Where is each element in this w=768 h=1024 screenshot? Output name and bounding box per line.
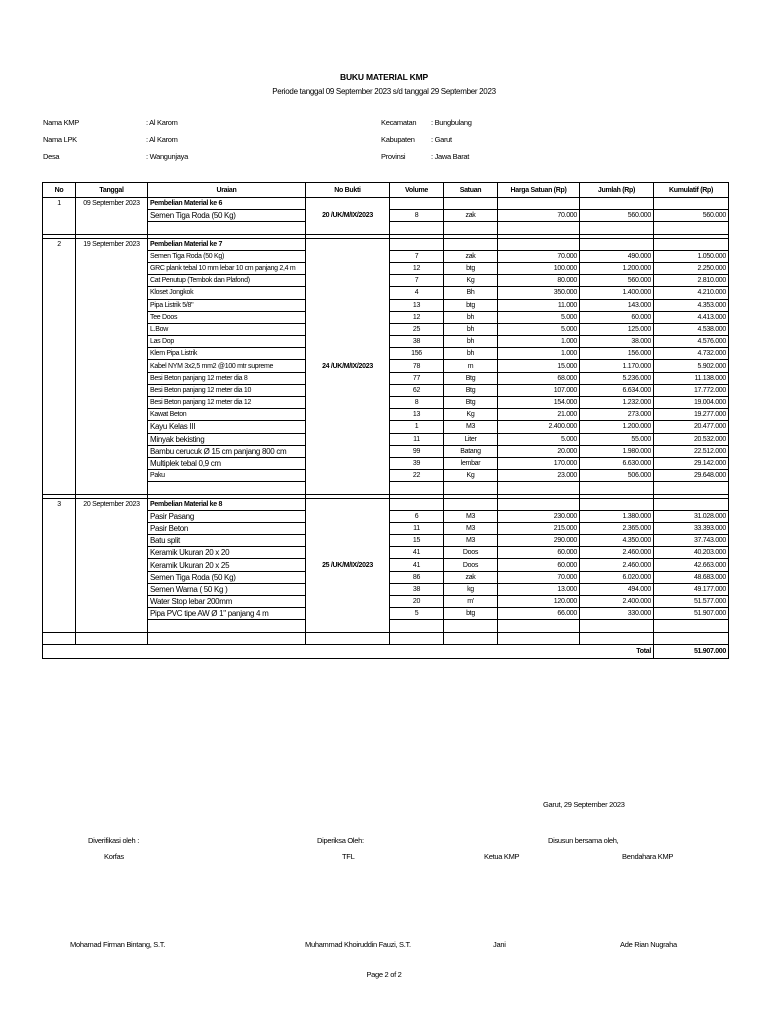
empty-cell [43, 632, 76, 644]
item-description: Semen Tiga Roda (50 Kg) [148, 571, 306, 583]
item-amount: 494.000 [580, 583, 654, 595]
item-unit: kg [444, 583, 498, 595]
item-cumulative: 20.532.000 [654, 433, 729, 445]
item-volume: 41 [390, 559, 444, 571]
empty-cell [390, 198, 444, 210]
item-description: Keramik Ukuran 20 x 25 [148, 559, 306, 571]
empty-cell [148, 222, 306, 234]
item-price: 70.000 [498, 210, 580, 222]
item-description: Paku [148, 470, 306, 482]
item-amount: 1.400.000 [580, 287, 654, 299]
empty-cell [390, 222, 444, 234]
empty-cell [498, 632, 580, 644]
item-description: Kabel NYM 3x2,5 mm2 @100 mtr supreme [148, 360, 306, 372]
item-amount: 143.000 [580, 299, 654, 311]
empty-cell [390, 238, 444, 250]
item-unit: Kg [444, 470, 498, 482]
empty-cell [654, 482, 729, 494]
item-volume: 22 [390, 470, 444, 482]
checked-by-label: Diperiksa Oleh: [317, 836, 364, 845]
item-unit: m [444, 360, 498, 372]
item-unit: Kg [444, 409, 498, 421]
item-cumulative: 4.576.000 [654, 336, 729, 348]
empty-cell [390, 620, 444, 632]
item-description: Semen Tiga Roda (50 Kg) [148, 250, 306, 262]
item-price: 20.000 [498, 445, 580, 457]
item-description: Pipa Listrik 5/8" [148, 299, 306, 311]
info-value: : Jawa Barat [431, 152, 470, 161]
item-cumulative: 2.810.000 [654, 275, 729, 287]
group-date: 09 September 2023 [76, 198, 148, 235]
item-unit: bh [444, 311, 498, 323]
empty-cell [498, 482, 580, 494]
item-unit: M3 [444, 421, 498, 433]
item-price: 1.000 [498, 348, 580, 360]
item-amount: 273.000 [580, 409, 654, 421]
empty-cell [498, 198, 580, 210]
item-volume: 8 [390, 210, 444, 222]
empty-cell [444, 222, 498, 234]
item-cumulative: 29.142.000 [654, 457, 729, 469]
group-date: 20 September 2023 [76, 498, 148, 632]
item-unit: Batang [444, 445, 498, 457]
group-heading-row [43, 238, 729, 250]
item-cumulative: 20.477.000 [654, 421, 729, 433]
item-volume: 12 [390, 262, 444, 274]
empty-cell [580, 620, 654, 632]
receipt-number: 20 /UK/M/IX/2023 [306, 198, 390, 235]
item-volume: 77 [390, 372, 444, 384]
info-value: : Garut [431, 135, 452, 144]
item-volume: 86 [390, 571, 444, 583]
item-amount: 1.170.000 [580, 360, 654, 372]
checker-role: TFL [342, 852, 355, 861]
item-description: Keramik Ukuran 20 x 20 [148, 547, 306, 559]
item-price: 170.000 [498, 457, 580, 469]
empty-cell [654, 238, 729, 250]
material-table [42, 182, 729, 659]
item-volume: 12 [390, 311, 444, 323]
item-unit: bh [444, 336, 498, 348]
info-value: : Wangunjaya [146, 152, 188, 161]
treasurer-role: Bendahara KMP [622, 852, 674, 861]
item-description: Pipa PVC tipe AW Ø 1" panjang 4 m [148, 608, 306, 620]
item-volume: 39 [390, 457, 444, 469]
item-cumulative: 48.683.000 [654, 571, 729, 583]
total-label: Total [43, 644, 654, 658]
item-description: Tee Doos [148, 311, 306, 323]
column-header: Jumlah (Rp) [580, 183, 654, 198]
empty-cell [148, 482, 306, 494]
empty-cell [654, 620, 729, 632]
item-price: 5.000 [498, 311, 580, 323]
item-description: Semen Tiga Roda (50 Kg) [148, 210, 306, 222]
item-price: 215.000 [498, 522, 580, 534]
item-unit: Doos [444, 547, 498, 559]
item-cumulative: 2.250.000 [654, 262, 729, 274]
item-price: 1.000 [498, 336, 580, 348]
item-cumulative: 4.538.000 [654, 323, 729, 335]
item-description: Kloset Jongkok [148, 287, 306, 299]
empty-cell [654, 632, 729, 644]
item-unit: zak [444, 571, 498, 583]
group-date: 19 September 2023 [76, 238, 148, 494]
document-title: BUKU MATERIAL KMP [340, 72, 428, 82]
item-price: 2.400.000 [498, 421, 580, 433]
item-volume: 20 [390, 596, 444, 608]
column-header: Tanggal [76, 183, 148, 198]
item-amount: 560.000 [580, 275, 654, 287]
item-unit: bh [444, 323, 498, 335]
empty-cell [444, 482, 498, 494]
item-volume: 11 [390, 522, 444, 534]
item-description: Besi Beton panjang 12 meter dia 12 [148, 397, 306, 409]
item-unit: M3 [444, 510, 498, 522]
item-amount: 490.000 [580, 250, 654, 262]
item-unit: Doos [444, 559, 498, 571]
group-number: 2 [43, 238, 76, 494]
item-price: 120.000 [498, 596, 580, 608]
empty-cell [498, 620, 580, 632]
item-unit: lembar [444, 457, 498, 469]
item-description: Pasir Beton [148, 522, 306, 534]
empty-cell [148, 620, 306, 632]
empty-cell [390, 498, 444, 510]
group-heading: Pembelian Material ke 6 [148, 198, 306, 210]
receipt-number: 25 /UK/M/IX/2023 [306, 498, 390, 632]
item-amount: 125.000 [580, 323, 654, 335]
item-amount: 55.000 [580, 433, 654, 445]
item-amount: 6.630.000 [580, 457, 654, 469]
group-heading: Pembelian Material ke 8 [148, 498, 306, 510]
item-price: 60.000 [498, 547, 580, 559]
item-price: 154.000 [498, 397, 580, 409]
item-cumulative: 31.028.000 [654, 510, 729, 522]
column-header: Harga Satuan (Rp) [498, 183, 580, 198]
empty-cell [580, 482, 654, 494]
item-amount: 38.000 [580, 336, 654, 348]
item-description: Las Dop [148, 336, 306, 348]
item-unit: Btg [444, 384, 498, 396]
verifier-role: Korfas [104, 852, 124, 861]
page-number: Page 2 of 2 [366, 970, 402, 979]
item-description: L.Bow [148, 323, 306, 335]
item-unit: bh [444, 348, 498, 360]
empty-cell [76, 632, 148, 644]
item-cumulative: 29.648.000 [654, 470, 729, 482]
item-unit: Kg [444, 275, 498, 287]
item-cumulative: 51.577.000 [654, 596, 729, 608]
item-price: 66.000 [498, 608, 580, 620]
item-volume: 5 [390, 608, 444, 620]
item-cumulative: 19.277.000 [654, 409, 729, 421]
info-value: : Al Karom [146, 135, 178, 144]
item-unit: m' [444, 596, 498, 608]
table-header-row [43, 183, 729, 198]
item-volume: 6 [390, 510, 444, 522]
empty-cell [580, 238, 654, 250]
item-description: Klem Pipa Listrik [148, 348, 306, 360]
info-label: Provinsi [381, 152, 406, 161]
item-unit: btg [444, 608, 498, 620]
chair-role: Ketua KMP [484, 852, 520, 861]
item-amount: 6.634.000 [580, 384, 654, 396]
item-volume: 1 [390, 421, 444, 433]
item-amount: 5.236.000 [580, 372, 654, 384]
empty-cell [580, 632, 654, 644]
item-amount: 1.380.000 [580, 510, 654, 522]
item-price: 80.000 [498, 275, 580, 287]
item-description: Water Stop lebar 200mm [148, 596, 306, 608]
item-price: 100.000 [498, 262, 580, 274]
item-description: Minyak bekisting [148, 433, 306, 445]
item-description: Cat Penutup (Tembok dan Plafond) [148, 275, 306, 287]
item-price: 60.000 [498, 559, 580, 571]
item-price: 70.000 [498, 250, 580, 262]
item-volume: 156 [390, 348, 444, 360]
item-volume: 78 [390, 360, 444, 372]
info-label: Nama KMP [43, 118, 79, 127]
item-unit: btg [444, 262, 498, 274]
item-cumulative: 4.413.000 [654, 311, 729, 323]
item-unit: zak [444, 250, 498, 262]
item-amount: 2.365.000 [580, 522, 654, 534]
item-description: Bambu cerucuk Ø 15 cm panjang 800 cm [148, 445, 306, 457]
item-cumulative: 22.512.000 [654, 445, 729, 457]
item-price: 230.000 [498, 510, 580, 522]
receipt-number: 24 /UK/M/IX/2023 [306, 238, 390, 494]
info-label: Nama LPK [43, 135, 77, 144]
item-amount: 1.200.000 [580, 262, 654, 274]
item-amount: 2.460.000 [580, 559, 654, 571]
item-unit: M3 [444, 522, 498, 534]
item-price: 5.000 [498, 323, 580, 335]
item-amount: 560.000 [580, 210, 654, 222]
item-price: 11.000 [498, 299, 580, 311]
item-cumulative: 33.393.000 [654, 522, 729, 534]
empty-cell [654, 498, 729, 510]
info-value: : Al Karom [146, 118, 178, 127]
item-description: Semen Warna ( 50 Kg ) [148, 583, 306, 595]
item-amount: 60.000 [580, 311, 654, 323]
item-volume: 41 [390, 547, 444, 559]
item-amount: 156.000 [580, 348, 654, 360]
prepared-by-label: Disusun bersama oleh, [548, 836, 619, 845]
item-amount: 4.350.000 [580, 535, 654, 547]
empty-cell [580, 498, 654, 510]
item-cumulative: 49.177.000 [654, 583, 729, 595]
column-header: Uraian [148, 183, 306, 198]
info-right [381, 117, 581, 161]
item-cumulative: 11.138.000 [654, 372, 729, 384]
item-amount: 1.980.000 [580, 445, 654, 457]
info-left [43, 117, 243, 161]
column-header: No Bukti [306, 183, 390, 198]
group-number: 3 [43, 498, 76, 632]
item-unit: Bh [444, 287, 498, 299]
place-date: Garut, 29 September 2023 [543, 800, 625, 809]
item-unit: btg [444, 299, 498, 311]
item-price: 107.000 [498, 384, 580, 396]
empty-cell [444, 498, 498, 510]
empty-cell [390, 632, 444, 644]
treasurer-name: Ade Rian Nugraha [620, 940, 677, 949]
item-volume: 38 [390, 583, 444, 595]
item-cumulative: 1.050.000 [654, 250, 729, 262]
verified-by-label: Diverifikasi oleh : [88, 836, 139, 845]
item-volume: 11 [390, 433, 444, 445]
empty-cell [654, 198, 729, 210]
item-cumulative: 560.000 [654, 210, 729, 222]
item-description: GRC plank tebal 10 mm lebar 10 cm panjang 2,4 m [148, 262, 306, 274]
item-description: Besi Beton panjang 12 meter dia 10 [148, 384, 306, 396]
item-amount: 2.460.000 [580, 547, 654, 559]
total-value: 51.907.000 [654, 644, 729, 658]
column-header: Kumulatif (Rp) [654, 183, 729, 198]
item-cumulative: 4.353.000 [654, 299, 729, 311]
column-header: Volume [390, 183, 444, 198]
info-label: Kecamatan [381, 118, 417, 127]
item-amount: 1.232.000 [580, 397, 654, 409]
item-price: 13.000 [498, 583, 580, 595]
item-volume: 38 [390, 336, 444, 348]
info-value: : Bungbulang [431, 118, 472, 127]
column-header: Satuan [444, 183, 498, 198]
item-unit: M3 [444, 535, 498, 547]
item-price: 5.000 [498, 433, 580, 445]
item-price: 350.000 [498, 287, 580, 299]
empty-cell [654, 222, 729, 234]
item-volume: 13 [390, 299, 444, 311]
item-amount: 1.200.000 [580, 421, 654, 433]
item-cumulative: 40.203.000 [654, 547, 729, 559]
info-label: Desa [43, 152, 60, 161]
info-label: Kabupaten [381, 135, 415, 144]
empty-cell [390, 482, 444, 494]
item-price: 68.000 [498, 372, 580, 384]
item-amount: 330.000 [580, 608, 654, 620]
group-heading-row [43, 198, 729, 210]
item-price: 15.000 [498, 360, 580, 372]
item-description: Batu split [148, 535, 306, 547]
item-description: Multiplek tebal 0,9 cm [148, 457, 306, 469]
item-volume: 8 [390, 397, 444, 409]
empty-cell [580, 198, 654, 210]
blank-row [43, 632, 729, 644]
empty-cell [444, 238, 498, 250]
item-unit: zak [444, 210, 498, 222]
item-volume: 99 [390, 445, 444, 457]
checker-name: Muhammad Khoiruddin Fauzi, S.T. [305, 940, 411, 949]
item-cumulative: 19.004.000 [654, 397, 729, 409]
empty-cell [444, 198, 498, 210]
item-volume: 15 [390, 535, 444, 547]
group-heading: Pembelian Material ke 7 [148, 238, 306, 250]
verifier-name: Mohamad Firman Bintang, S.T. [70, 940, 165, 949]
item-volume: 25 [390, 323, 444, 335]
item-volume: 13 [390, 409, 444, 421]
item-volume: 4 [390, 287, 444, 299]
column-header: No [43, 183, 76, 198]
item-price: 21.000 [498, 409, 580, 421]
item-volume: 62 [390, 384, 444, 396]
item-unit: Btg [444, 397, 498, 409]
empty-cell [580, 222, 654, 234]
item-description: Pasir Pasang [148, 510, 306, 522]
item-price: 70.000 [498, 571, 580, 583]
group-heading-row [43, 498, 729, 510]
item-description: Kawat Beton [148, 409, 306, 421]
item-cumulative: 17.772.000 [654, 384, 729, 396]
item-price: 23.000 [498, 470, 580, 482]
item-amount: 6.020.000 [580, 571, 654, 583]
empty-cell [306, 632, 390, 644]
item-description: Besi Beton panjang 12 meter dia 8 [148, 372, 306, 384]
item-unit: Btg [444, 372, 498, 384]
group-number: 1 [43, 198, 76, 235]
item-cumulative: 37.743.000 [654, 535, 729, 547]
empty-cell [498, 238, 580, 250]
total-row [43, 644, 729, 658]
item-price: 290.000 [498, 535, 580, 547]
item-cumulative: 4.210.000 [654, 287, 729, 299]
empty-cell [444, 632, 498, 644]
chair-name: Jani [493, 940, 506, 949]
empty-cell [148, 632, 306, 644]
item-volume: 7 [390, 275, 444, 287]
item-description: Kayu Kelas III [148, 421, 306, 433]
item-cumulative: 42.663.000 [654, 559, 729, 571]
empty-cell [444, 620, 498, 632]
item-cumulative: 4.732.000 [654, 348, 729, 360]
empty-cell [498, 498, 580, 510]
item-cumulative: 5.902.000 [654, 360, 729, 372]
empty-cell [498, 222, 580, 234]
item-amount: 2.400.000 [580, 596, 654, 608]
item-unit: Liter [444, 433, 498, 445]
item-cumulative: 51.907.000 [654, 608, 729, 620]
item-volume: 7 [390, 250, 444, 262]
document-period: Periode tanggal 09 September 2023 s/d tanggal 29 September 2023 [272, 87, 496, 96]
item-amount: 506.000 [580, 470, 654, 482]
